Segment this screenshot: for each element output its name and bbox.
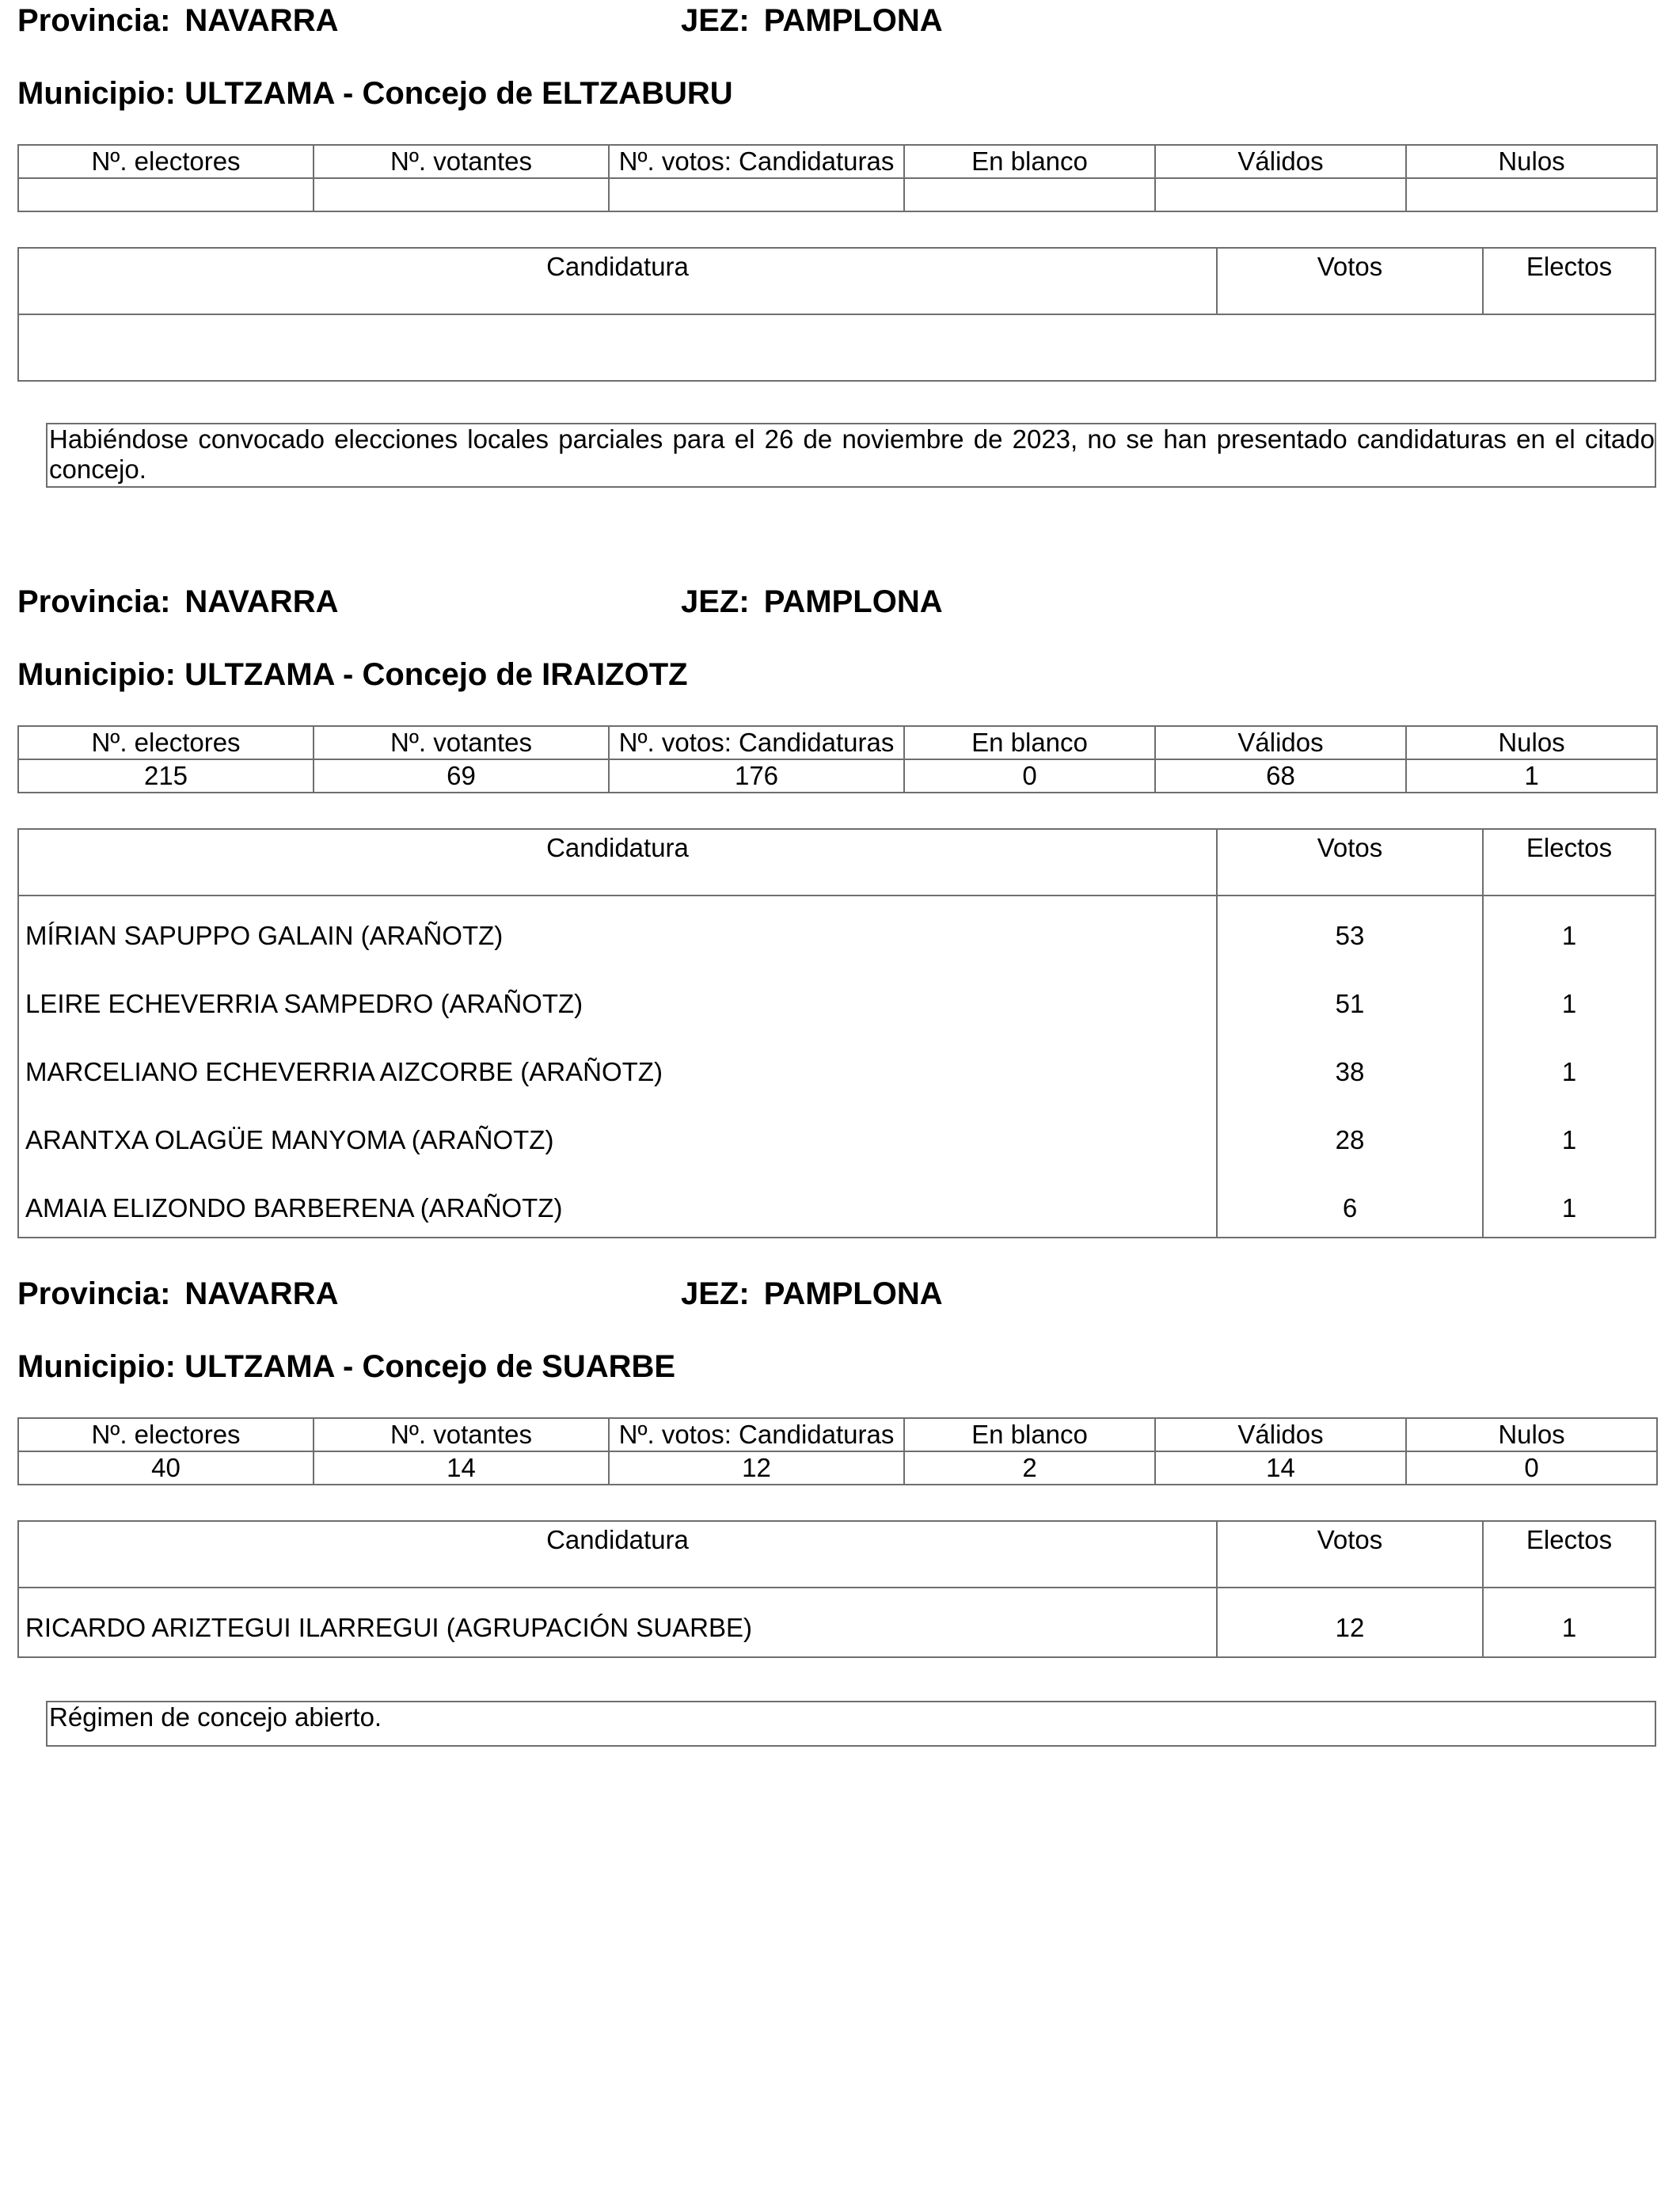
candidate-name: MARCELIANO ECHEVERRIA AIZCORBE (ARAÑOTZ) bbox=[25, 1057, 663, 1086]
header-nulos: Nulos bbox=[1406, 726, 1657, 759]
value-validos: 14 bbox=[1155, 1451, 1406, 1485]
municipio-label: Municipio: bbox=[17, 657, 176, 692]
municipio-value: ULTZAMA - Concejo de SUARBE bbox=[184, 1349, 676, 1384]
candidate-name: RICARDO ARIZTEGUI ILARREGUI (AGRUPACIÓN SUARBE) bbox=[25, 1613, 753, 1642]
provincia-value: NAVARRA bbox=[184, 1276, 339, 1311]
header-candidatura: Candidatura bbox=[546, 1525, 689, 1554]
value-nulos: 0 bbox=[1406, 1451, 1657, 1485]
candidate-row bbox=[19, 1169, 1655, 1237]
header-votos: Votos bbox=[1216, 1522, 1482, 1587]
municipio-line bbox=[17, 656, 688, 694]
section-note: Régimen de concejo abierto. bbox=[46, 1701, 1656, 1747]
municipio-value: ULTZAMA - Concejo de IRAIZOTZ bbox=[184, 657, 688, 692]
jez-label: JEZ: bbox=[681, 3, 750, 38]
header-en-blanco: En blanco bbox=[904, 1418, 1155, 1451]
header-electores: Nº. electores bbox=[18, 1418, 314, 1451]
header-candidatura: Candidatura bbox=[546, 252, 689, 281]
provincia-label: Provincia: bbox=[17, 3, 171, 38]
jez-label: JEZ: bbox=[681, 584, 750, 619]
candidate-name: AMAIA ELIZONDO BARBERENA (ARAÑOTZ) bbox=[25, 1193, 563, 1223]
jez-value: PAMPLONA bbox=[763, 584, 943, 619]
header-votos-candidaturas: Nº. votos: Candidaturas bbox=[609, 1418, 904, 1451]
jez-line bbox=[681, 583, 943, 621]
candidatura-header-row bbox=[19, 830, 1655, 896]
provincia-value: NAVARRA bbox=[184, 584, 339, 619]
value-nulos: 1 bbox=[1406, 759, 1657, 793]
provincia-line bbox=[17, 2, 338, 40]
candidate-votos: 51 bbox=[1216, 964, 1482, 1032]
value-votos-candidaturas bbox=[609, 178, 904, 211]
value-electores: 40 bbox=[18, 1451, 314, 1485]
header-electores: Nº. electores bbox=[18, 726, 314, 759]
stats-header-row bbox=[18, 726, 1657, 759]
candidate-votos: 53 bbox=[1216, 896, 1482, 964]
header-electos: Electos bbox=[1482, 249, 1655, 314]
candidatura-table bbox=[17, 828, 1656, 1238]
jez-value: PAMPLONA bbox=[763, 1276, 943, 1311]
value-votos-candidaturas: 176 bbox=[609, 759, 904, 793]
jez-line bbox=[681, 2, 943, 40]
candidate-row bbox=[19, 964, 1655, 1032]
header-electos: Electos bbox=[1482, 830, 1655, 895]
candidate-row bbox=[19, 1032, 1655, 1101]
stats-table bbox=[17, 725, 1658, 793]
header-votantes: Nº. votantes bbox=[314, 145, 609, 178]
value-en-blanco: 2 bbox=[904, 1451, 1155, 1485]
stats-value-row bbox=[18, 1451, 1657, 1485]
value-nulos bbox=[1406, 178, 1657, 211]
header-nulos: Nulos bbox=[1406, 145, 1657, 178]
provincia-line bbox=[17, 583, 338, 621]
candidate-name: LEIRE ECHEVERRIA SAMPEDRO (ARAÑOTZ) bbox=[25, 989, 583, 1018]
value-en-blanco: 0 bbox=[904, 759, 1155, 793]
candidatura-header-row bbox=[19, 1522, 1655, 1588]
candidate-electos: 1 bbox=[1482, 1588, 1655, 1656]
value-votos-candidaturas: 12 bbox=[609, 1451, 904, 1485]
stats-value-row bbox=[18, 759, 1657, 793]
candidate-electos: 1 bbox=[1482, 1169, 1655, 1237]
value-en-blanco bbox=[904, 178, 1155, 211]
header-en-blanco: En blanco bbox=[904, 726, 1155, 759]
candidatura-table bbox=[17, 247, 1656, 382]
candidate-electos: 1 bbox=[1482, 1101, 1655, 1169]
section-note: Habiéndose convocado elecciones locales parciales para el 26 de noviembre de 2023, no se han presentado candidaturas en el citado concejo. bbox=[46, 423, 1656, 488]
header-votos: Votos bbox=[1216, 249, 1482, 314]
value-votantes: 69 bbox=[314, 759, 609, 793]
jez-label: JEZ: bbox=[681, 1276, 750, 1311]
header-validos: Válidos bbox=[1155, 145, 1406, 178]
municipio-line bbox=[17, 1348, 675, 1386]
stats-header-row bbox=[18, 145, 1657, 178]
header-candidatura: Candidatura bbox=[546, 833, 689, 862]
candidate-votos: 38 bbox=[1216, 1032, 1482, 1101]
candidate-votos: 12 bbox=[1216, 1588, 1482, 1656]
candidate-name: MÍRIAN SAPUPPO GALAIN (ARAÑOTZ) bbox=[25, 921, 504, 950]
jez-line bbox=[681, 1275, 943, 1313]
candidate-row bbox=[19, 1101, 1655, 1169]
header-electos: Electos bbox=[1482, 1522, 1655, 1587]
candidate-electos: 1 bbox=[1482, 964, 1655, 1032]
candidate-name: ARANTXA OLAGÜE MANYOMA (ARAÑOTZ) bbox=[25, 1125, 554, 1154]
municipio-label: Municipio: bbox=[17, 1349, 176, 1384]
candidate-row bbox=[19, 896, 1655, 964]
value-validos: 68 bbox=[1155, 759, 1406, 793]
header-votos-candidaturas: Nº. votos: Candidaturas bbox=[609, 145, 904, 178]
provincia-label: Provincia: bbox=[17, 584, 171, 619]
header-en-blanco: En blanco bbox=[904, 145, 1155, 178]
header-validos: Válidos bbox=[1155, 1418, 1406, 1451]
candidate-votos: 6 bbox=[1216, 1169, 1482, 1237]
header-votos: Votos bbox=[1216, 830, 1482, 895]
stats-value-row bbox=[18, 178, 1657, 211]
provincia-value: NAVARRA bbox=[184, 3, 339, 38]
value-electores: 215 bbox=[18, 759, 314, 793]
header-electores: Nº. electores bbox=[18, 145, 314, 178]
value-votantes bbox=[314, 178, 609, 211]
candidate-electos: 1 bbox=[1482, 1032, 1655, 1101]
header-validos: Válidos bbox=[1155, 726, 1406, 759]
header-votantes: Nº. votantes bbox=[314, 726, 609, 759]
stats-header-row bbox=[18, 1418, 1657, 1451]
jez-value: PAMPLONA bbox=[763, 3, 943, 38]
candidate-electos: 1 bbox=[1482, 896, 1655, 964]
candidate-row bbox=[19, 1588, 1655, 1656]
provincia-label: Provincia: bbox=[17, 1276, 171, 1311]
header-nulos: Nulos bbox=[1406, 1418, 1657, 1451]
stats-table bbox=[17, 144, 1658, 212]
provincia-line bbox=[17, 1275, 338, 1313]
value-validos bbox=[1155, 178, 1406, 211]
value-votantes: 14 bbox=[314, 1451, 609, 1485]
header-votos-candidaturas: Nº. votos: Candidaturas bbox=[609, 726, 904, 759]
value-electores bbox=[18, 178, 314, 211]
candidatura-header-row bbox=[19, 249, 1655, 315]
header-votantes: Nº. votantes bbox=[314, 1418, 609, 1451]
municipio-line bbox=[17, 74, 733, 112]
stats-table bbox=[17, 1417, 1658, 1485]
candidate-votos: 28 bbox=[1216, 1101, 1482, 1169]
candidatura-empty-row bbox=[19, 315, 1655, 380]
candidatura-table bbox=[17, 1520, 1656, 1658]
municipio-value: ULTZAMA - Concejo de ELTZABURU bbox=[184, 76, 733, 111]
municipio-label: Municipio: bbox=[17, 76, 176, 111]
